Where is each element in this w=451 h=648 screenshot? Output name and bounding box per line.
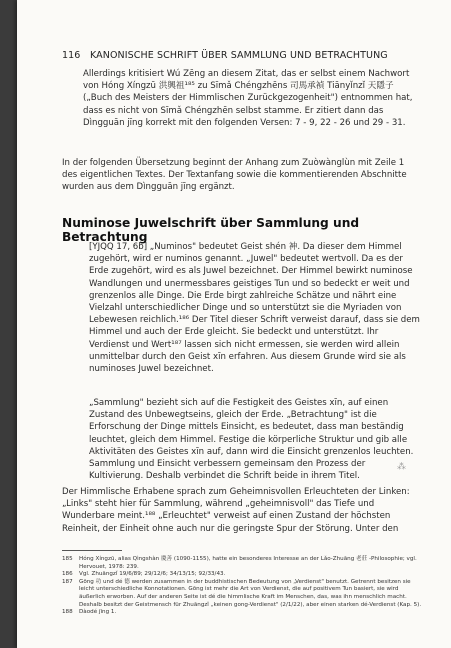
running-title: KANONISCHE SCHRIFT ÜBER SAMMLUNG UND BETRACHTUNG <box>90 50 388 61</box>
translation-block-2: „Sammlung" bezieht sich auf die Festigkeit des Geistes xīn, auf einen Zustand des Unbewegtseins, gleich der Erde. „Betrachtung" ist die Erforschung der Dinge mittels Einsicht, es bedeutet, dass man beständig leuchtet, gleich dem Himmel. Festige die körperliche Struktur und gib alle Aktivitäten des Geistes xīn auf, dann wird die Einsicht grenzenlos leuchten. Sammlung und Einsicht verbessern gemeinsam den Prozess der Kultivierung. Deshalb verbindet die Schrift beide in ihrem Titel. <box>89 398 414 482</box>
footnote-186 <box>62 571 422 579</box>
running-header <box>62 50 433 61</box>
footnote-text: Hóng Xíngzū, alias Qìngshàn 慶善 (1090-1155), hatte ein besonderes Interesse an der Lǎo-Zhuāng 老莊 -Philosophie; vgl. Hervouet, 1978: 239. <box>79 556 417 570</box>
footnote-text: Dàodé jīng 1. <box>79 609 117 616</box>
footnote-number: 186 <box>62 571 73 578</box>
book-page <box>17 0 451 648</box>
footnote-text: Gōng 功 und dé 德 werden zusammen in der buddhistischen Bedeutung von „Verdienst" benutzt. Getrennt besitzen sie leicht unterschiedliche Konnotationen. Gōng ist mehr die Art von Verdienst, die auf positivem Tun basiert, sie wird äußerlich erworben. Auf der anderen Seite ist dé die himmlische Kraft im Menschen, das, was ihn menschlich macht. Deshalb besitzt der Geistmensch für Zhuāngzǐ „keinen gong-Verdienst" (2/1/22), aber einen starken dé-Verdienst (Kap. 5). <box>79 578 422 608</box>
footnote-185 <box>62 556 422 571</box>
intro-paragraph: In der folgenden Übersetzung beginnt der Anhang zum Zuòwànglùn mit Zeile 1 des eigentlichen Textes. Der Textanfang sowie die kommentierenden Abschnitte wurden aus dem Dìngguān jīng ergänzt. <box>62 158 407 193</box>
footnote-188 <box>62 609 422 617</box>
indented-quote: Allerdings kritisiert Wú Zēng an diesem Zitat, das er selbst einem Nachwort von Hóng Xíngzū 洪興祖¹⁸⁵ zu Sīmǎ Chéngzhēns 司馬承禎 Tiānyǐnzǐ 天隱子 („Buch des Meisters der Himmlischen Zurückgezogenheit") entnommen hat, dass es nicht von Sīmǎ Chéngzhēn selbst stamme. Er zitiert dann das Dìngguān jīng korrekt mit den folgenden Versen: 7 - 9, 22 - 26 und 29 - 31. <box>83 69 413 128</box>
footnote-text: Vgl. Zhuāngzǐ 19/6/89; 29/12/6; 34/13/15; 92/33/43. <box>79 571 226 578</box>
footnote-number: 187 <box>62 578 73 585</box>
translation-block-1: [YJQQ 17, 6b] „Numinos" bedeutet Geist shén 神. Da dieser dem Himmel zugehört, wird er numinos genannt. „Juwel" bedeutet wertvoll. Da es der Erde zugehört, wird es als Juwel bezeichnet. Der Himmel bewirkt numinose Wandlungen und unermessbares geistiges Tun und so bedeckt er weit und grenzenlos alle Dinge. Die Erde birgt zahlreiche Schätze und nährt eine Vielzahl unterschiedlicher Dinge und so unterstützt sie die Myriaden von Lebewesen reichlich.¹⁸⁶ Der Titel dieser Schrift verweist darauf, dass sie dem Himmel und auch der Erde gleicht. Sie bedeckt und unterstützt. Ihr Verdienst und Wert¹⁸⁷ lassen sich nicht ermessen, sie werden wird allein unmittelbar durch den Geist xīn erfahren. Aus diesem Grunde wird sie als numinoses Juwel bezeichnet. <box>89 242 420 375</box>
footnote-number: 188 <box>62 609 73 616</box>
footnote-187 <box>62 579 422 609</box>
section-ornament: ⁂ <box>397 462 406 472</box>
translation-block-3: Der Himmlische Erhabene sprach zum Geheimnisvollen Erleuchteten der Linken: „Links" steht hier für Sammlung, während „geheimnisvoll" das Tiefe und Wunderbare meint.¹⁸⁸ „Erleuchtet" verweist auf einen Zustand der höchsten Reinheit, der Einheit ohne auch nur die geringste Spur der Störung. Unter den <box>62 487 410 534</box>
section-heading: Numinose Juwelschrift über Sammlung und Betrachtung <box>62 216 360 244</box>
footnotes <box>62 556 422 617</box>
page-number: 116 <box>62 50 81 61</box>
footnote-rule <box>62 550 122 551</box>
footnote-number: 185 <box>62 556 73 562</box>
